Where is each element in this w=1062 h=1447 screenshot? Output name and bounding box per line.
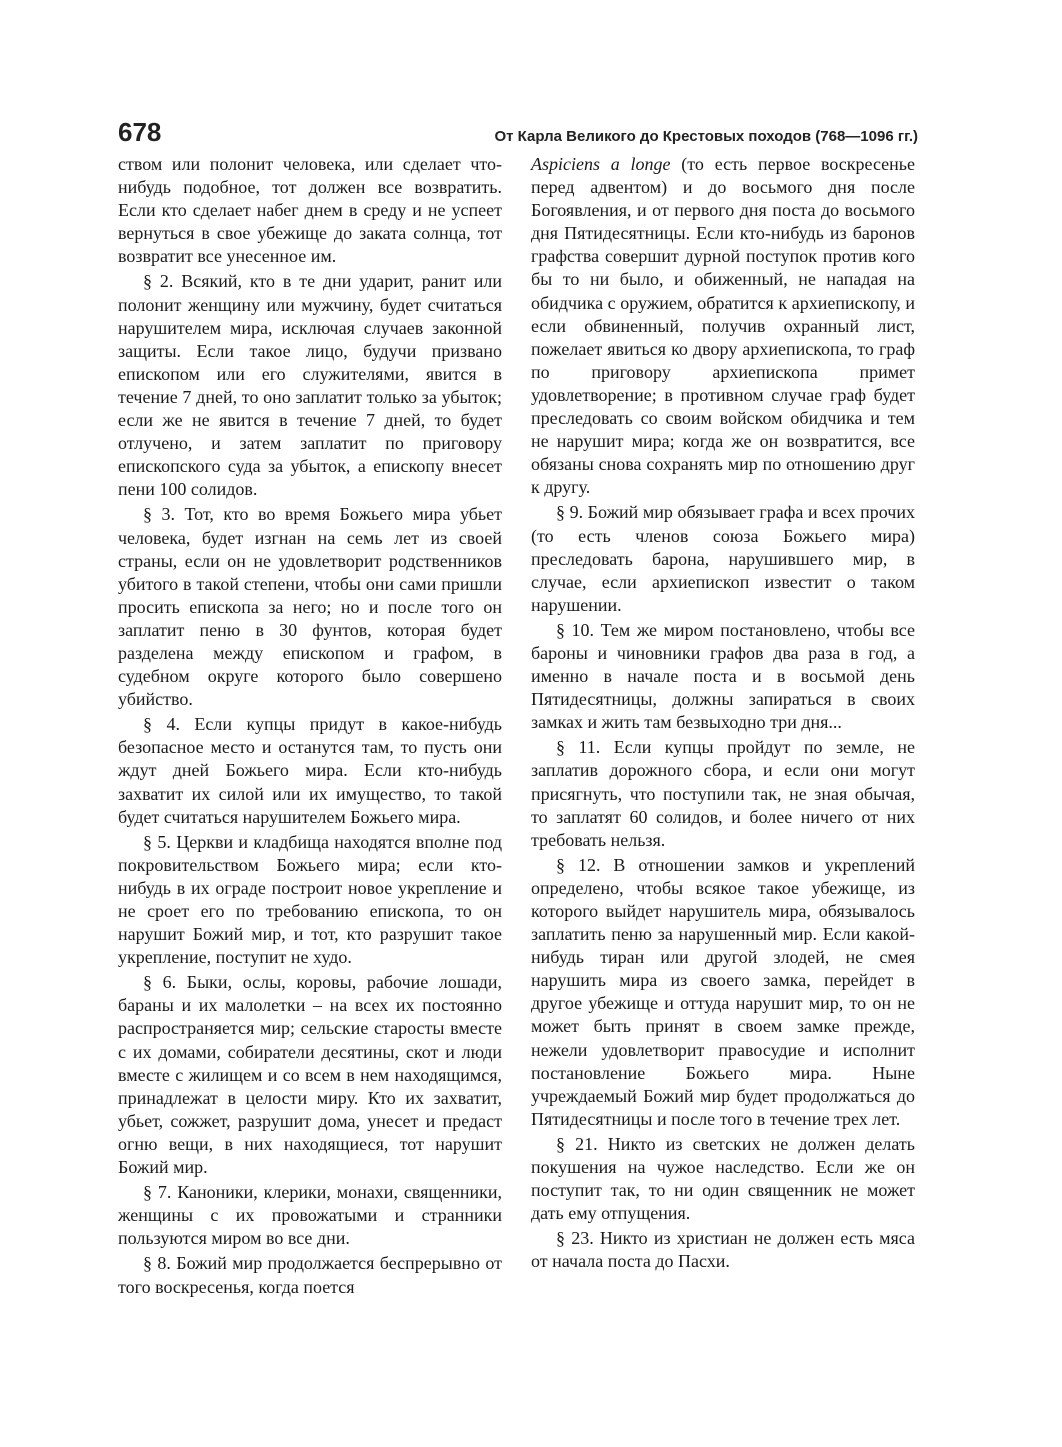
paragraph-text: (то есть первое воскресенье перед адвентом) и до восьмого дня после Богоявления, и от первого дня поста до восьмого дня Пятидесятницы. Если кто-нибудь из баронов графства совершит дурной поступок против кого бы то ни было, и обиженный, не нападая на обидчика с оружием, обратится к архиепископу, и если обвиненный, получив охранный лист, пожелает явиться ко двору архиепископа, то граф по приговору архиепископа примет удовлетворение; в противном случае граф будет преследовать со своим войском обидчика и тем не нарушит мира; когда же он возвратится, все обязаны снова сохранять мир по отношению друг к другу. [531,154,915,498]
paragraph: ством или полонит человека, или сделает что-нибудь подобное, тот должен все возвратить. Если кто сделает набег днем в среду и не успеет вернуться в свое убежище до заката солнца, тот возвратит все унесенное им. [118,154,502,267]
paragraph: § 7. Каноники, клерики, монахи, священники, женщины с их провожатыми и странники пользуются миром во все дни. [118,1182,502,1249]
paragraph: § 10. Тем же миром постановлено, чтобы все бароны и чиновники графов два раза в год, а именно в начале поста и в восьмой день Пятидесятницы, должны запираться в своих замках и жить там безвыходно три дня... [531,619,915,733]
paragraph: § 9. Божий мир обязывает графа и всех прочих (то есть членов союза Божьего мира) преследовать барона, нарушившего мир, в случае, если архиепископ известит о таком нарушении. [531,502,915,615]
italic-hymn-title: Aspiciens a longe [531,154,671,174]
page-header [118,112,918,148]
paragraph: § 5. Церкви и кладбища находятся вполне под покровительством Божьего мира; если кто-нибудь в их ограде построит новое укрепление и не сроет его по требованию епископа, то он нарушит Божий мир, и тот, кто разрушит такое укрепление, поступит не худо. [118,831,502,968]
left-column [118,153,502,1301]
running-title: От Карла Великого до Крестовых походов (768—1096 гг.) [494,128,918,145]
paragraph: § 8. Божий мир продолжается беспрерывно от того воскресенья, когда поется [118,1253,502,1297]
paragraph [531,153,915,499]
paragraph: § 2. Всякий, кто в те дни ударит, ранит или полонит женщину или мужчину, будет считаться нарушителем мира, исключая случаев законной защиты. Если такое лицо, будучи призвано епископом или его служителями, явится в течение 7 дней, то оно заплатит только за убыток; если же не явится в течение 7 дней, то будет отлучено, и затем заплатит по приговору епископского суда за убыток, а епископу внесет пени 100 солидов. [118,271,502,500]
paragraph: § 12. В отношении замков и укреплений определено, чтобы всякое такое убежище, из которого выйдет нарушитель мира, обязывалось заплатить пеню за нарушенный мир. Если какой-нибудь тиран или другой злодей, не смея нарушить мира из своего замка, перейдет в другое убежище и оттуда нарушит мир, то он не может быть принят в своем замке прежде, нежели удовлетворит правосудие и исполнит постановление Божьего мира. Ныне учреждаемый Божий мир будет продолжаться до Пятидесятницы и после того в течение трех лет. [531,854,915,1129]
paragraph: § 4. Если купцы придут в какое-нибудь безопасное место и останутся там, то пусть они ждут дней Божьего мира. Если кто-нибудь захватит их силой или их имущество, то такой будет считаться нарушителем Божьего мира. [118,714,502,827]
paragraph: § 3. Тот, кто во время Божьего мира убьет человека, будет изгнан на семь лет из своей страны, если он не удовлетворит родственников убитого в такой степени, чтобы они сами пришли просить епископа за него; но и после того он заплатит пеню в 30 фунтов, которая будет разделена между епископом и графом, в судебном округе которого было совершено убийство. [118,504,502,710]
paragraph: § 6. Быки, ослы, коровы, рабочие лошади, бараны и их малолетки – на всех их постоянно распространяется мир; сельские старосты вместе с их домами, собиратели десятины, скот и люди вместе с жилищем и со всем в нем находящимся, принадлежат в целости миру. Кто их захватит, убьет, сожжет, разрушит дома, унесет и предаст огню вещи, в них находящиеся, тот нарушит Божий мир. [118,972,502,1178]
page-number: 678 [118,117,162,147]
paragraph: § 11. Если купцы пройдут по земле, не заплатив дорожного сбора, и если они могут присягнуть, что поступили так, не зная обычая, то заплатят 60 солидов, и более ничего от них требовать нельзя. [531,737,915,850]
right-column [531,153,915,1276]
paragraph: § 21. Никто из светских не должен делать покушения на чужое наследство. Если же он поступит так, то ни один священник не может дать ему отпущения. [531,1133,915,1224]
paragraph: § 23. Никто из христиан не должен есть мяса от начала поста до Пасхи. [531,1228,915,1272]
